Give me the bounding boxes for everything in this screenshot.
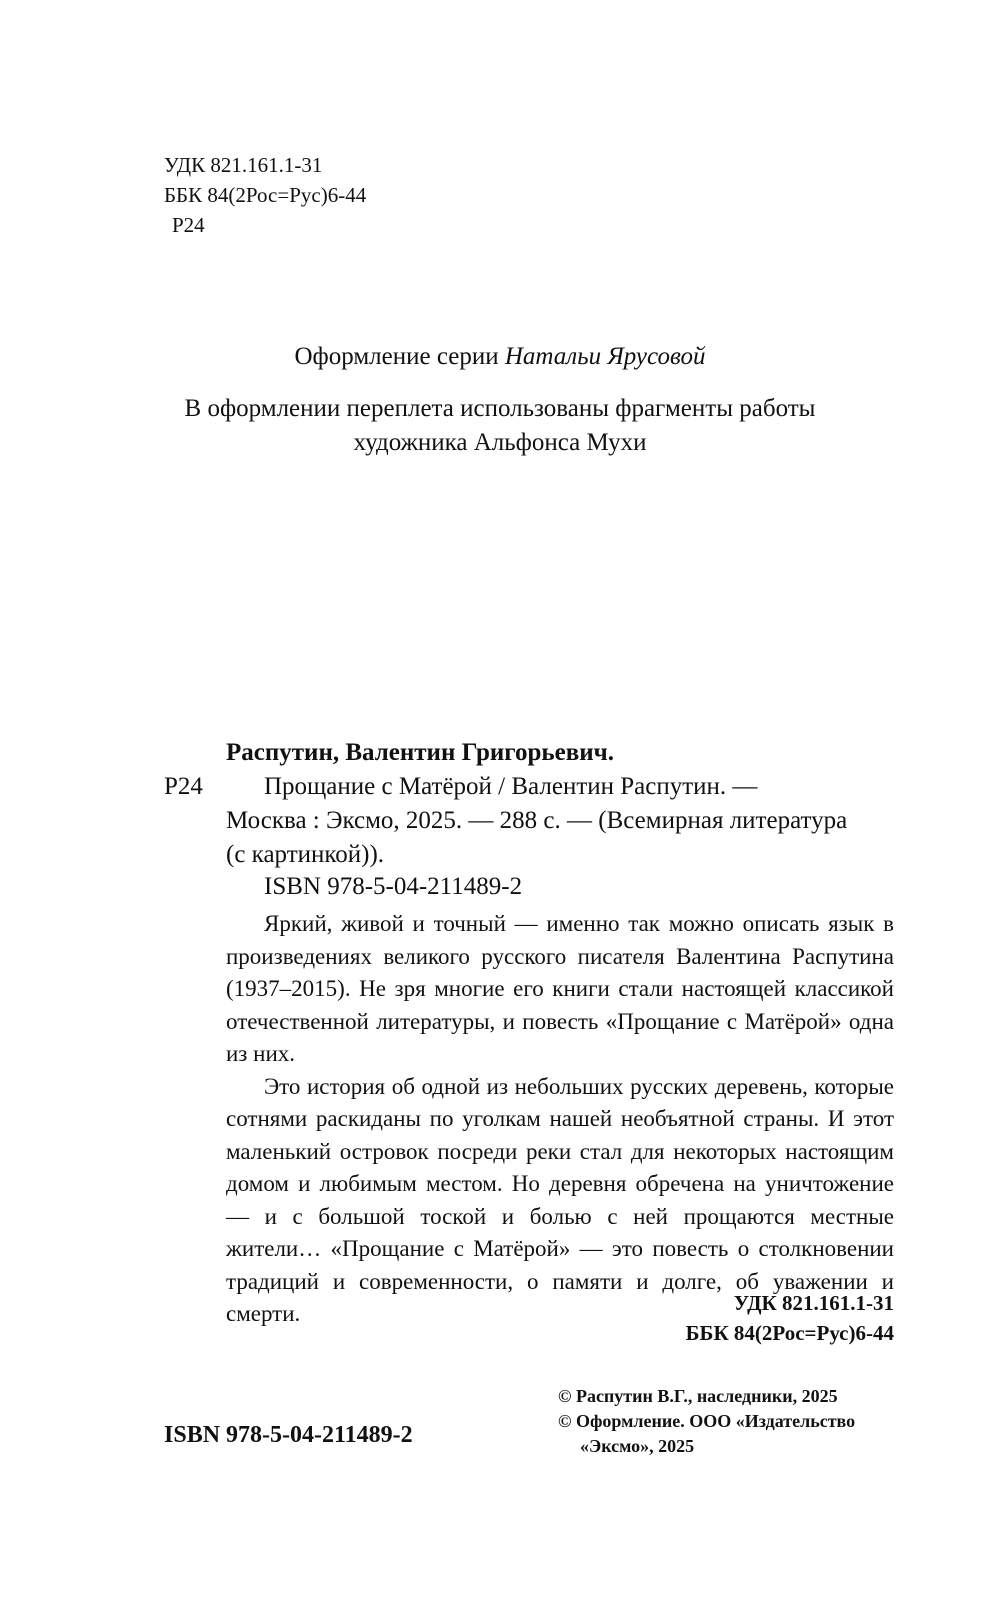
designer-name: Натальи Ярусовой bbox=[504, 343, 706, 370]
cover-art-line-2: художника Альфонса Мухи bbox=[353, 429, 647, 456]
bibliographic-author-sign: Р24 bbox=[164, 773, 203, 800]
cover-art-line-1: В оформлении переплета использованы фрагменты работы bbox=[184, 395, 816, 422]
udk-code-bottom: УДК 821.161.1-31 bbox=[733, 1291, 894, 1315]
bbk-code-bottom: ББК 84(2Рос=Рус)6-44 bbox=[685, 1321, 894, 1345]
series-design-credit bbox=[0, 340, 1000, 374]
design-credit-prefix: Оформление серии bbox=[294, 343, 499, 370]
isbn-main: ISBN 978-5-04-211489-2 bbox=[164, 1422, 413, 1448]
bib-line-3: (с картинкой)). bbox=[226, 841, 385, 868]
cover-art-credit bbox=[0, 392, 1000, 460]
copyright-line-3: «Эксмо», 2025 bbox=[580, 1436, 695, 1456]
annotation-paragraph-1: Яркий, живой и точный — именно так можно описать язык в произведениях великого русского писателя Валентина Распутина (1937–2015). Не зря многие его книги стали настоящей классикой отечественной литературы, и повесть «Прощание с Матёрой» одна из них. bbox=[226, 911, 894, 1066]
copyright-notice bbox=[558, 1384, 855, 1459]
bbk-code: ББК 84(2Рос=Рус)6-44 bbox=[164, 183, 367, 207]
copyright-line-1: © Распутин В.Г., наследники, 2025 bbox=[558, 1386, 838, 1406]
top-classification-codes bbox=[164, 150, 366, 240]
copyright-line-2: © Оформление. ООО «Издательство bbox=[558, 1411, 856, 1431]
udk-code: УДК 821.161.1-31 bbox=[164, 153, 323, 177]
annotation bbox=[226, 908, 894, 1331]
author-sign: Р24 bbox=[172, 213, 205, 237]
bibliographic-isbn: ISBN 978-5-04-211489-2 bbox=[264, 873, 523, 900]
bib-line-1: Прощание с Матёрой / Валентин Распутин. — bbox=[264, 773, 758, 800]
bib-line-2: Москва : Эксмо, 2025. — 288 с. — (Всемирная литература bbox=[226, 807, 848, 834]
bottom-classification-codes bbox=[500, 1288, 894, 1348]
annotation-paragraph-2: Это история об одной из небольших русских деревень, которые сотнями раскиданы по уголкам нашей необъятной страны. И этот маленький островок посреди реки стал для некоторых настоящим домом и любимым местом. Но деревня обречена на уничтожение — и с большой тоской и болью с ней прощаются местные жители… «Прощание с Матёрой» — это повесть о столкновении традиций и современности, о памяти и долге, об уважении и смерти. bbox=[226, 1073, 894, 1326]
author-heading: Распутин, Валентин Григорьевич. bbox=[226, 739, 614, 766]
bibliographic-entry bbox=[226, 770, 894, 872]
